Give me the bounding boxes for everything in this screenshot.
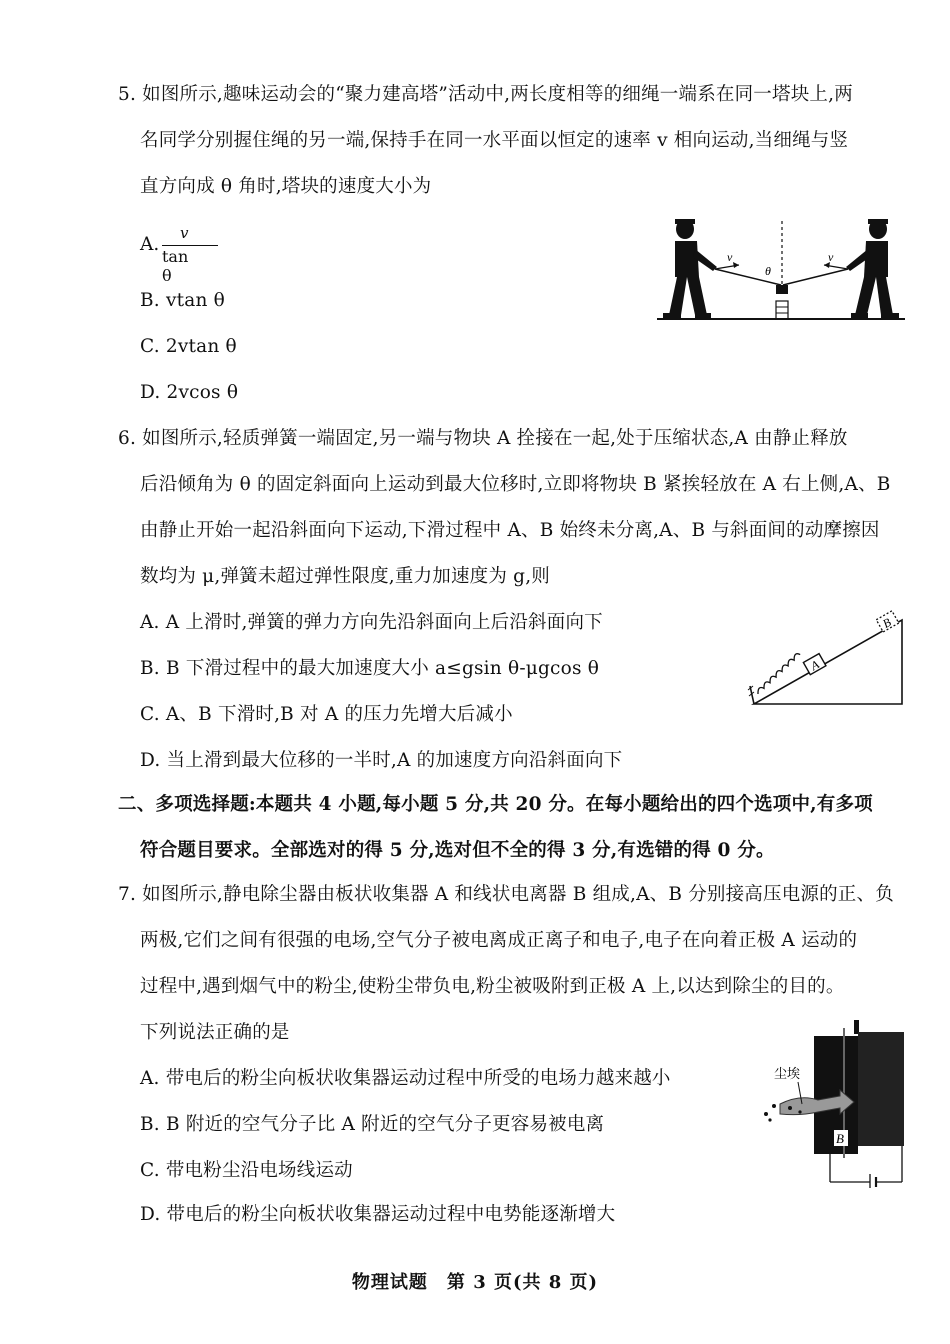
q7-option-c: C. 带电粉尘沿电场线运动 [140,1160,353,1181]
q5-option-b: B. vtan θ [140,290,226,311]
q6-stem-line-3: 由静止开始一起沿斜面向下运动,下滑过程中 A、B 始终未分离,A、B 与斜面间的动摩擦因 [140,520,880,541]
q6-stem-line-2: 后沿倾角为 θ 的固定斜面向上运动到最大位移时,立即将物块 B 紧挨轻放在 A 右上侧,A、B [140,474,891,495]
q6-option-b: B. B 下滑过程中的最大加速度大小 a≤gsin θ-μgcos θ [140,658,600,679]
left-rope [715,269,781,285]
q6-incline-figure [744,606,910,712]
spring [750,652,807,694]
fig-v-left: v [727,250,733,264]
q5-option-d: D. 2vcos θ [140,382,239,403]
fig-label-b: B [836,1131,844,1146]
dust-particle [798,1110,801,1113]
q6-option-d: D. 当上滑到最大位移的一半时,A 的加速度方向沿斜面向下 [140,750,623,771]
incline [754,620,902,704]
dust-particle [788,1106,792,1110]
q6-option-c: C. A、B 下滑时,B 对 A 的压力先增大后减小 [140,704,513,725]
collector-plate-back [858,1032,904,1146]
right-rope [783,269,848,285]
q5-option-a-label: A. [140,234,160,255]
section-2-heading-line-1: 二、多项选择题:本题共 4 小题,每小题 5 分,共 20 分。在每小题给出的四个选项中,有多项 [118,794,873,815]
dust-particle [768,1118,771,1121]
q7-option-d: D. 带电后的粉尘向板状收集器运动过程中电势能逐渐增大 [140,1204,616,1225]
fig-label-b: B [880,615,894,631]
fig-v-right: v [828,250,834,264]
dust-particle [772,1104,776,1108]
q5-stem-line-3: 直方向成 θ 角时,塔块的速度大小为 [140,176,432,197]
q5-option-a-denominator: tan θ [162,247,189,285]
fig-label-a: A [808,657,822,674]
fraction-bar [162,245,218,246]
q7-electrostatic-precipitator-figure [760,1018,910,1188]
q5-stem-line-2: 名同学分别握住绳的另一端,保持手在同一水平面以恒定的速率 v 相向运动,当细绳与竖 [140,130,849,151]
left-student-figure [663,219,717,318]
dust-particle [764,1112,768,1116]
q7-option-a: A. 带电后的粉尘向板状收集器运动过程中所受的电场力越来越小 [140,1068,671,1089]
q6-stem-line-1: 6. 如图所示,轻质弹簧一端固定,另一端与物块 A 拴接在一起,处于压缩状态,A 由静止释放 [118,428,848,449]
q5-stem-line-1: 5. 如图所示,趣味运动会的“聚力建高塔”活动中,两长度相等的细绳一端系在同一塔块上,两 [118,84,853,105]
section-2-heading-line-2: 符合题目要求。全部选对的得 5 分,选对但不全的得 3 分,有选错的得 0 分。 [140,840,775,861]
q7-stem-line-2: 两极,它们之间有很强的电场,空气分子被电离成正离子和电子,电子在向着正极 A 运动的 [140,930,858,951]
q6-option-a: A. A 上滑时,弹簧的弹力方向先沿斜面向上后沿斜面向下 [140,612,603,633]
page-footer: 物理试题 第 3 页(共 8 页) [351,1272,599,1293]
q5-option-c: C. 2vtan θ [140,336,237,357]
right-student-figure [846,219,899,318]
q7-stem-line-4: 下列说法正确的是 [140,1022,290,1043]
q7-stem-line-3: 过程中,遇到烟气中的粉尘,使粉尘带负电,粉尘被吸附到正极 A 上,以达到除尘的目的。 [140,976,845,997]
top-terminal [854,1020,859,1034]
q5-figure [655,215,910,327]
fig-dust-label: 尘埃 [774,1067,801,1082]
tower-stack [776,301,788,319]
fig-theta: θ [765,264,771,278]
q5-option-a-numerator: v [180,224,189,242]
q7-option-b: B. B 附近的空气分子比 A 附近的空气分子更容易被电离 [140,1114,605,1135]
q7-stem-line-1: 7. 如图所示,静电除尘器由板状收集器 A 和线状电离器 B 组成,A、B 分别接高压电源的正、负 [118,884,894,905]
q6-stem-line-4: 数均为 μ,弹簧未超过弹性限度,重力加速度为 g,则 [140,566,550,587]
top-tower-block [776,285,788,294]
